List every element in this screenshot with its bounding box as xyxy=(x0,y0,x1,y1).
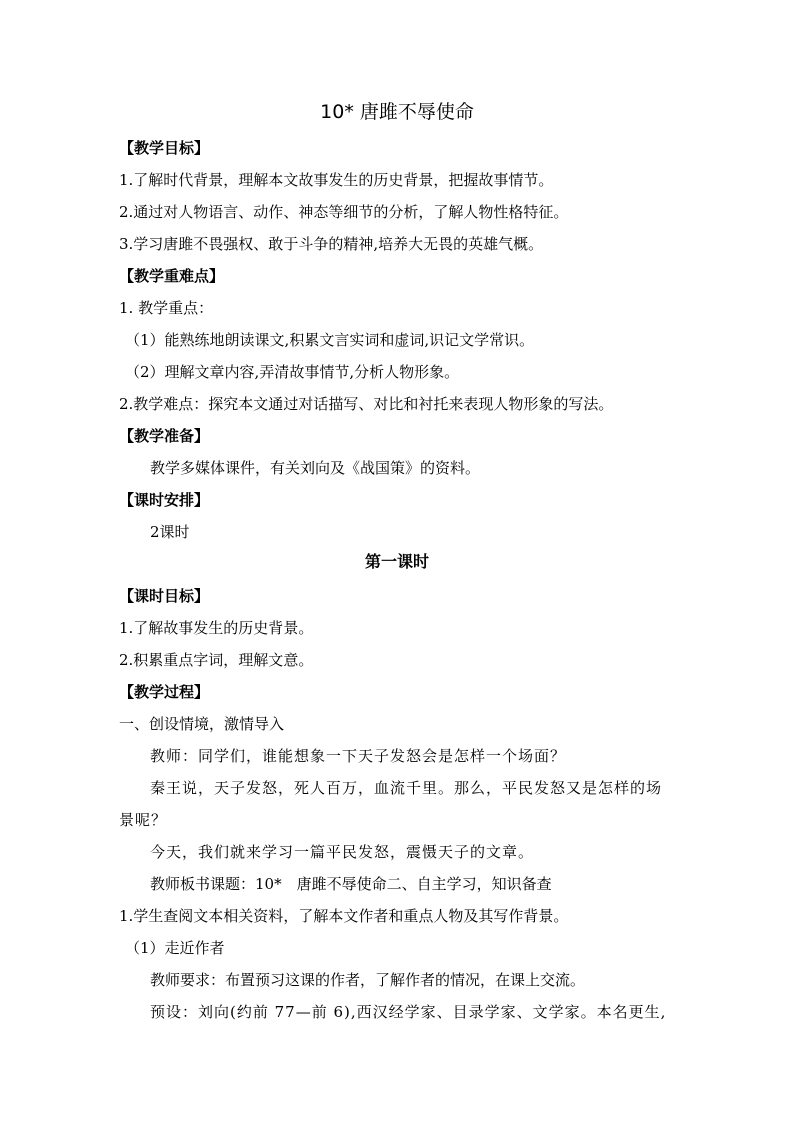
section-heading-teaching-goals: 【教学目标】 xyxy=(119,139,210,157)
preset-line: 预设：刘向(约前 77—前 6),西汉经学家、目录学家、文学家。本名更生, xyxy=(150,1003,667,1021)
process-step-1-heading: 一、创设情境，激情导入 xyxy=(119,715,285,733)
goal-line-1: 1.了解时代背景，理解本文故事发生的历史背景，把握故事情节。 xyxy=(119,171,554,189)
lesson-heading: 第一课时 xyxy=(364,552,429,571)
lesson-goal-2: 2.积累重点字词，理解文意。 xyxy=(119,651,314,669)
author-subheading: （1）走近作者 xyxy=(125,939,225,957)
goal-line-2: 2.通过对人物语言、动作、神态等细节的分析，了解人物性格特征。 xyxy=(119,203,569,221)
key-point-heading: 1. 教学重点： xyxy=(119,299,214,317)
narration-line-3: 今天，我们就来学习一篇平民发怒，震慑天子的文章。 xyxy=(150,843,535,861)
teacher-question-line: 教师：同学们，谁能想象一下天子发怒会是怎样一个场面？ xyxy=(150,747,567,765)
preparation-line: 教学多媒体课件，有关刘向及《战国策》的资料。 xyxy=(150,459,481,477)
lesson-goal-1: 1.了解故事发生的历史背景。 xyxy=(119,619,314,637)
narration-line-2: 景呢？ xyxy=(119,811,168,829)
section-heading-lesson-goals: 【课时目标】 xyxy=(119,587,210,605)
goal-line-3: 3.学习唐雎不畏强权、敢于斗争的精神,培养大无畏的英雄气概。 xyxy=(119,235,544,253)
section-heading-process: 【教学过程】 xyxy=(119,683,210,701)
section-heading-schedule: 【课时安排】 xyxy=(119,491,210,509)
narration-line-1: 秦王说，天子发怒，死人百万，血流千里。那么，平民发怒又是怎样的场 xyxy=(150,779,663,797)
difficulty-line: 2.教学难点：探究本文通过对话描写、对比和衬托来表现人物形象的写法。 xyxy=(119,395,614,413)
schedule-line: 2课时 xyxy=(150,523,190,541)
section-heading-preparation: 【教学准备】 xyxy=(119,427,210,445)
blackboard-line: 教师板书课题：10* 唐雎不辱使命二、自主学习，知识备查 xyxy=(150,875,552,893)
section-heading-key-points: 【教学重难点】 xyxy=(119,267,225,285)
teacher-requirement-line: 教师要求：布置预习这课的作者，了解作者的情况，在课上交流。 xyxy=(150,971,586,989)
study-task-line: 1.学生查阅文本相关资料，了解本文作者和重点人物及其写作背景。 xyxy=(119,907,569,925)
key-point-2: （2）理解文章内容,弄清故事情节,分析人物形象。 xyxy=(125,363,460,381)
document-title: 10* 唐雎不辱使命 xyxy=(320,101,474,123)
key-point-1: （1）能熟练地朗读课文,积累文言实词和虚词,识记文学常识。 xyxy=(125,331,535,349)
